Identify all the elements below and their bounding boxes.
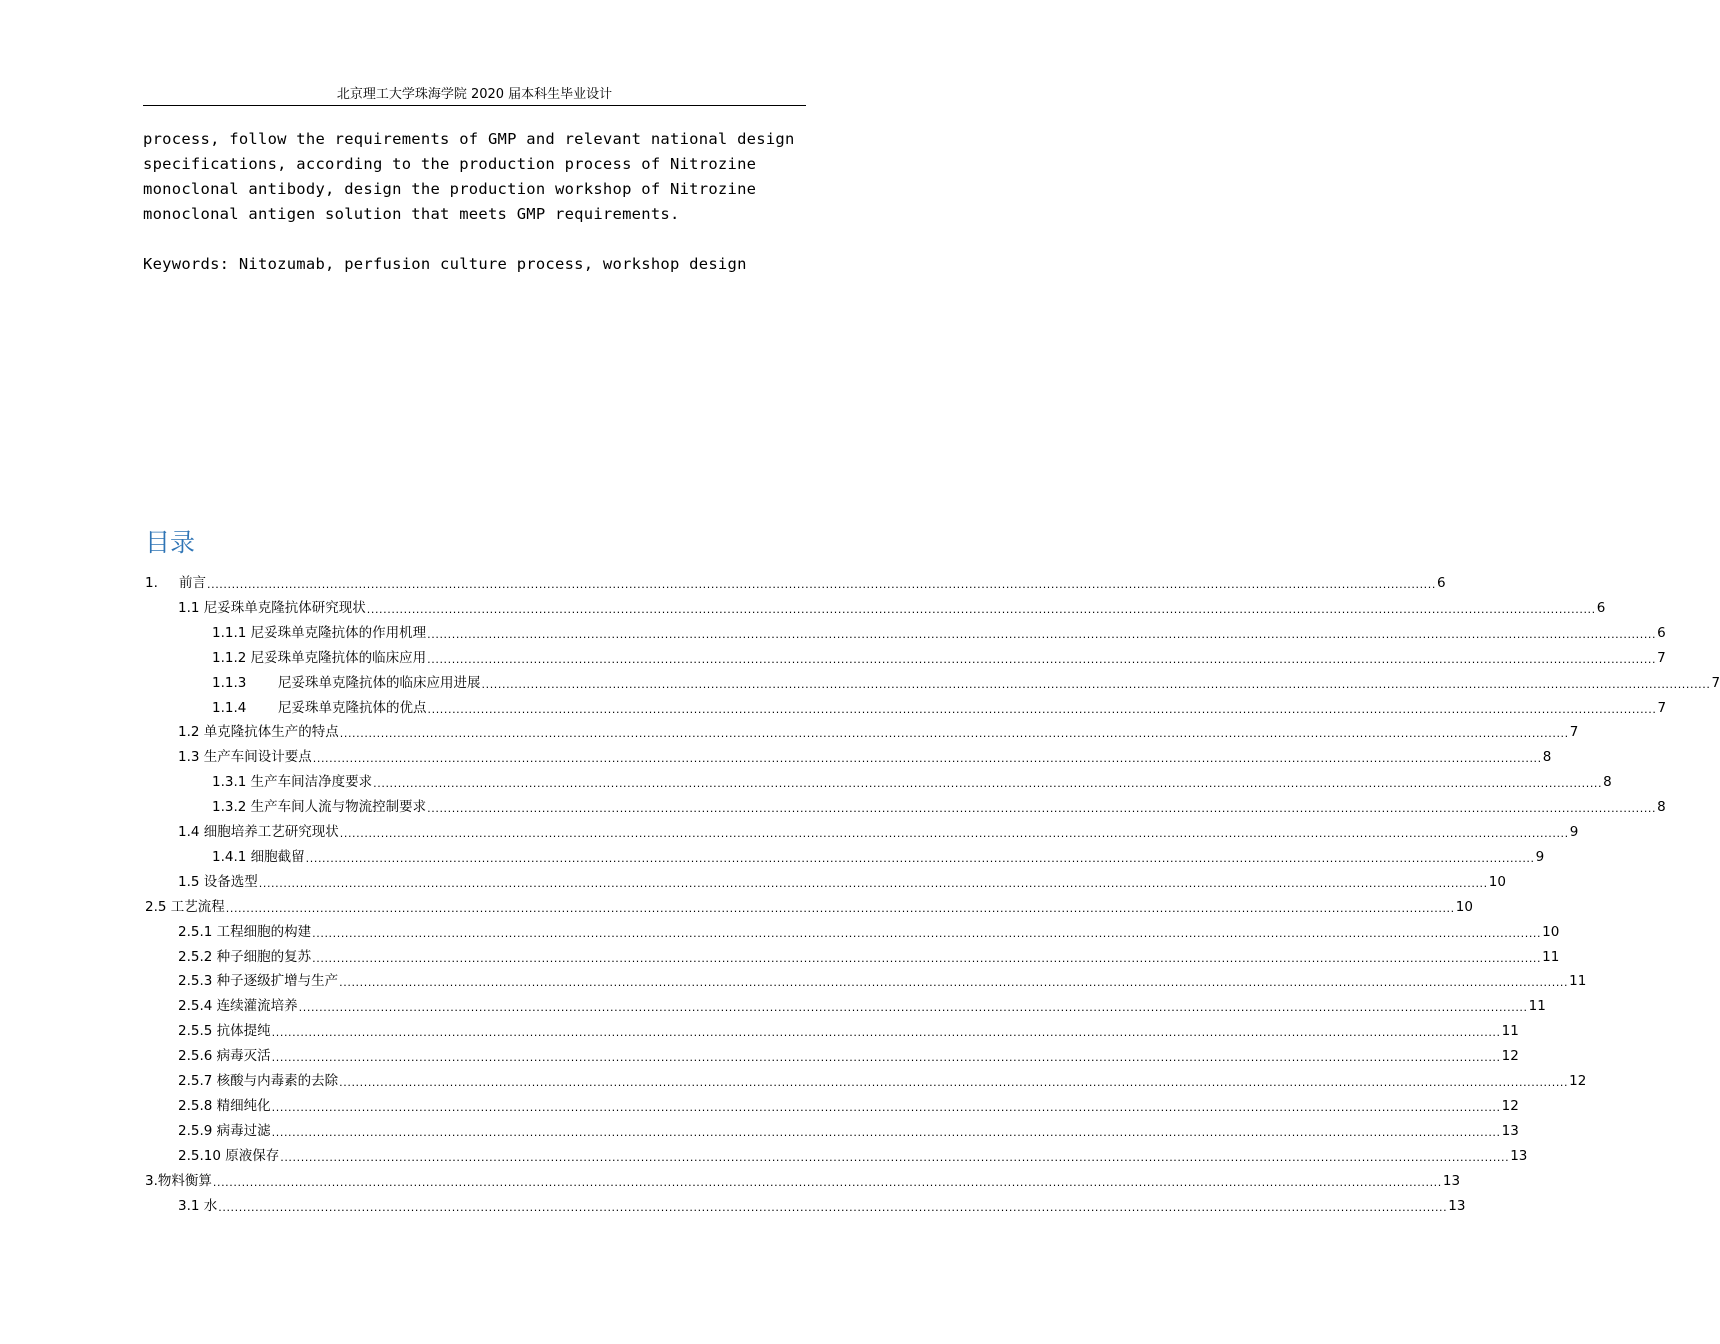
abstract-line: monoclonal antibody, design the production workshop of Nitrozine bbox=[143, 180, 757, 198]
abstract-body bbox=[143, 127, 823, 227]
toc-dot-leader: ............................................................................................................................................................................................................................................................................................................ bbox=[339, 827, 1569, 840]
toc-entry-number: 1.1.4 bbox=[212, 699, 247, 716]
toc-dot-leader: ............................................................................................................................................................................................................................................................................................................ bbox=[312, 951, 1542, 965]
toc-dot-leader: ............................................................................................................................................................................................................................................................................................................ bbox=[271, 1125, 1501, 1139]
toc-page-number: 9 bbox=[1535, 848, 1545, 865]
toc-dot-leader: ............................................................................................................................................................................................................................................................................................................ bbox=[339, 976, 1569, 990]
toc-entry-text: 1.4 细胞培养工艺研究现状 bbox=[178, 824, 339, 840]
toc-entry[interactable] bbox=[212, 670, 1720, 692]
toc-entry-label bbox=[178, 1147, 279, 1165]
toc-page-number: 8 bbox=[1657, 799, 1666, 816]
toc-title: 目录 bbox=[145, 528, 196, 557]
toc-entry-label bbox=[178, 873, 258, 891]
toc-page-number: 7 bbox=[1711, 674, 1720, 691]
toc-entry[interactable] bbox=[178, 1093, 1519, 1115]
toc-entry[interactable] bbox=[212, 794, 1666, 816]
toc-entry-label bbox=[178, 599, 366, 617]
toc-entry-text: 3.物料衡算 bbox=[145, 1172, 212, 1189]
toc-entry-text: 2.5.8 精细纯化 bbox=[178, 1097, 271, 1114]
toc-entry-text: 2.5.4 连续灌流培养 bbox=[178, 998, 298, 1015]
toc-page-number: 8 bbox=[1603, 774, 1612, 791]
toc-entry-label bbox=[212, 649, 426, 667]
toc-entry-label bbox=[178, 948, 311, 966]
toc-page-number: 13 bbox=[1501, 1122, 1519, 1139]
abstract-line: specifications, according to the production process of Nitrozine bbox=[143, 155, 757, 173]
toc-entry[interactable] bbox=[145, 1168, 1461, 1190]
toc-entry[interactable] bbox=[178, 869, 1506, 891]
toc-page-number: 11 bbox=[1501, 1023, 1519, 1040]
toc-entry-text: 2.5.3 种子逐级扩增与生产 bbox=[178, 973, 339, 990]
toc-dot-leader: ............................................................................................................................................................................................................................................................................................................ bbox=[366, 602, 1596, 616]
toc-page-number: 7 bbox=[1569, 724, 1579, 741]
toc-entry-text: 2.5.2 种子细胞的复苏 bbox=[178, 948, 312, 965]
toc-page-number: 12 bbox=[1569, 1073, 1587, 1089]
toc-entry-label bbox=[145, 1172, 212, 1190]
toc-page-number: 6 bbox=[1596, 599, 1606, 616]
toc-page-number: 11 bbox=[1569, 973, 1587, 990]
toc-dot-leader: ............................................................................................................................................................................................................................................................................................................ bbox=[339, 727, 1569, 741]
toc-entry[interactable] bbox=[212, 620, 1666, 642]
toc-entry-number: 1. bbox=[145, 575, 158, 591]
toc-entry-label bbox=[212, 848, 305, 866]
toc-entry-text: 1.1.2 尼妥珠单克隆抗体的临床应用 bbox=[212, 649, 427, 666]
toc-entry[interactable] bbox=[145, 570, 1446, 592]
toc-entry-text: 2.5.9 病毒过滤 bbox=[178, 1122, 271, 1139]
toc-entry[interactable] bbox=[178, 1068, 1587, 1090]
toc-entry[interactable] bbox=[212, 695, 1667, 717]
toc-entry-text: 尼妥珠单克隆抗体的优点 bbox=[278, 699, 427, 716]
toc-entry[interactable] bbox=[212, 844, 1545, 866]
toc-dot-leader: ............................................................................................................................................................................................................................................................................................................ bbox=[427, 802, 1657, 816]
toc-entry-label bbox=[178, 748, 312, 766]
toc-dot-leader: ............................................................................................................................................................................................................................................................................................................ bbox=[271, 1051, 1501, 1065]
toc-entry[interactable] bbox=[178, 1118, 1519, 1140]
toc-entry-text: 3.1 水 bbox=[178, 1197, 218, 1214]
toc-page-number: 6 bbox=[1436, 575, 1446, 591]
page-header: 北京理工大学珠海学院 2020 届本科生毕业设计 bbox=[336, 87, 613, 102]
toc-dot-leader: ............................................................................................................................................................................................................................................................................................................ bbox=[258, 876, 1488, 890]
toc-entry-label bbox=[212, 798, 426, 816]
toc-dot-leader: ............................................................................................................................................................................................................................................................................................................ bbox=[427, 652, 1657, 666]
toc-entry-label bbox=[212, 699, 427, 717]
toc-entry-label bbox=[178, 823, 339, 841]
toc-entry[interactable] bbox=[178, 944, 1560, 966]
toc-dot-leader: ............................................................................................................................................................................................................................................................................................................ bbox=[312, 926, 1542, 940]
toc-entry-text: 1.3.2 生产车间人流与物流控制要求 bbox=[212, 799, 427, 816]
toc-entry-text: 1.3.1 生产车间洁净度要求 bbox=[212, 774, 373, 791]
toc-entry-label bbox=[178, 1047, 271, 1065]
toc-entry-label bbox=[178, 997, 298, 1015]
toc-page-number: 13 bbox=[1448, 1197, 1466, 1214]
toc-entry[interactable] bbox=[178, 744, 1552, 766]
toc-entry-label bbox=[212, 773, 372, 791]
toc-entry-label bbox=[178, 1022, 271, 1040]
toc-entry-text: 1.1.1 尼妥珠单克隆抗体的作用机理 bbox=[212, 624, 427, 641]
toc-entry[interactable] bbox=[212, 769, 1612, 791]
toc-dot-leader: ............................................................................................................................................................................................................................................................................................................ bbox=[271, 1026, 1501, 1040]
toc-entry-text: 前言 bbox=[179, 575, 206, 591]
toc-entry-text: 1.5 设备选型 bbox=[178, 873, 258, 890]
toc-entry-text: 1.1 尼妥珠单克隆抗体研究现状 bbox=[178, 599, 366, 616]
toc-entry-text: 2.5.7 核酸与内毒素的去除 bbox=[178, 1073, 339, 1089]
toc-entry[interactable] bbox=[178, 1018, 1519, 1040]
toc-dot-leader: ............................................................................................................................................................................................................................................................................................................ bbox=[427, 627, 1657, 641]
abstract-line: process, follow the requirements of GMP and relevant national design bbox=[143, 130, 795, 148]
keywords-line: Keywords: Nitozumab, perfusion culture process, workshop design bbox=[143, 255, 747, 273]
toc-page-number: 12 bbox=[1501, 1097, 1519, 1114]
toc-dot-leader: ............................................................................................................................................................................................................................................................................................................ bbox=[427, 702, 1657, 716]
toc-page-number: 11 bbox=[1528, 998, 1546, 1015]
toc-entry-label bbox=[212, 674, 481, 692]
toc-dot-leader: ............................................................................................................................................................................................................................................................................................................ bbox=[312, 752, 1542, 766]
toc-page-number: 10 bbox=[1542, 923, 1560, 940]
toc-dot-leader: ............................................................................................................................................................................................................................................................................................................ bbox=[280, 1150, 1510, 1164]
toc-entry[interactable] bbox=[178, 1043, 1519, 1065]
toc-dot-leader: ............................................................................................................................................................................................................................................................................................................ bbox=[271, 1100, 1501, 1114]
toc-entry[interactable] bbox=[145, 894, 1473, 916]
toc-dot-leader: ............................................................................................................................................................................................................................................................................................................ bbox=[305, 851, 1535, 865]
toc-entry-text: 2.5.5 抗体提纯 bbox=[178, 1023, 271, 1040]
toc-page-number: 8 bbox=[1542, 749, 1552, 766]
toc-entry[interactable] bbox=[178, 968, 1587, 990]
toc-dot-leader: ............................................................................................................................................................................................................................................................................................................ bbox=[207, 578, 1436, 591]
abstract-line: monoclonal antigen solution that meets GMP requirements. bbox=[143, 205, 680, 223]
toc-entry-text: 2.5.1 工程细胞的构建 bbox=[178, 923, 312, 940]
toc-entry-number: 1.1.3 bbox=[212, 674, 247, 691]
toc-entry-text: 1.2 单克隆抗体生产的特点 bbox=[178, 724, 339, 741]
toc-entry-label bbox=[145, 574, 206, 592]
toc-entry-label bbox=[178, 1197, 217, 1215]
toc-entry[interactable] bbox=[212, 645, 1666, 667]
toc-page-number: 12 bbox=[1501, 1048, 1519, 1065]
toc-dot-leader: ............................................................................................................................................................................................................................................................................................................ bbox=[481, 677, 1711, 691]
toc-page-number: 10 bbox=[1488, 873, 1506, 890]
toc-entry-text: 2.5.10 原液保存 bbox=[178, 1147, 280, 1164]
toc-entry[interactable] bbox=[178, 1143, 1528, 1165]
toc-entry-label bbox=[178, 1122, 271, 1140]
toc-entry[interactable] bbox=[178, 993, 1546, 1015]
toc-entry[interactable] bbox=[178, 1193, 1466, 1215]
toc-entry-label bbox=[145, 898, 225, 916]
toc-page-number: 10 bbox=[1455, 898, 1473, 915]
toc-entry-text: 1.4.1 细胞截留 bbox=[212, 848, 305, 865]
toc-dot-leader: ............................................................................................................................................................................................................................................................................................................ bbox=[218, 1200, 1448, 1214]
toc-dot-leader: ............................................................................................................................................................................................................................................................................................................ bbox=[339, 1076, 1569, 1089]
toc-page-number: 7 bbox=[1657, 649, 1666, 666]
toc-entry-label bbox=[178, 723, 339, 741]
toc-entry-label bbox=[178, 1097, 271, 1115]
toc-entry-text: 2.5.6 病毒灭活 bbox=[178, 1048, 271, 1065]
toc-page-number: 6 bbox=[1657, 624, 1666, 641]
toc-page-number: 9 bbox=[1569, 824, 1579, 840]
toc-entry-label bbox=[212, 624, 426, 642]
header-divider bbox=[143, 105, 806, 106]
toc-entry[interactable] bbox=[178, 595, 1606, 617]
toc-entry[interactable] bbox=[178, 919, 1560, 941]
toc-entry-text: 尼妥珠单克隆抗体的临床应用进展 bbox=[278, 674, 481, 691]
toc-entry-text: 1.3 生产车间设计要点 bbox=[178, 749, 312, 766]
toc-entry[interactable] bbox=[178, 819, 1579, 841]
toc-entry-label bbox=[178, 923, 311, 941]
toc-dot-leader: ............................................................................................................................................................................................................................................................................................................ bbox=[373, 777, 1603, 791]
toc-entry-text: 2.5 工艺流程 bbox=[145, 898, 225, 915]
toc-page-number: 11 bbox=[1542, 948, 1560, 965]
toc-page-number: 13 bbox=[1510, 1147, 1528, 1164]
toc-entry-label bbox=[178, 972, 338, 990]
toc-dot-leader: ............................................................................................................................................................................................................................................................................................................ bbox=[225, 901, 1455, 915]
toc-entry-label bbox=[178, 1072, 338, 1090]
toc-page-number: 13 bbox=[1442, 1172, 1461, 1189]
toc-dot-leader: ............................................................................................................................................................................................................................................................................................................ bbox=[212, 1175, 1442, 1189]
toc-dot-leader: ............................................................................................................................................................................................................................................................................................................ bbox=[298, 1001, 1528, 1015]
toc-page-number: 7 bbox=[1657, 699, 1667, 716]
toc-entry[interactable] bbox=[178, 719, 1579, 741]
